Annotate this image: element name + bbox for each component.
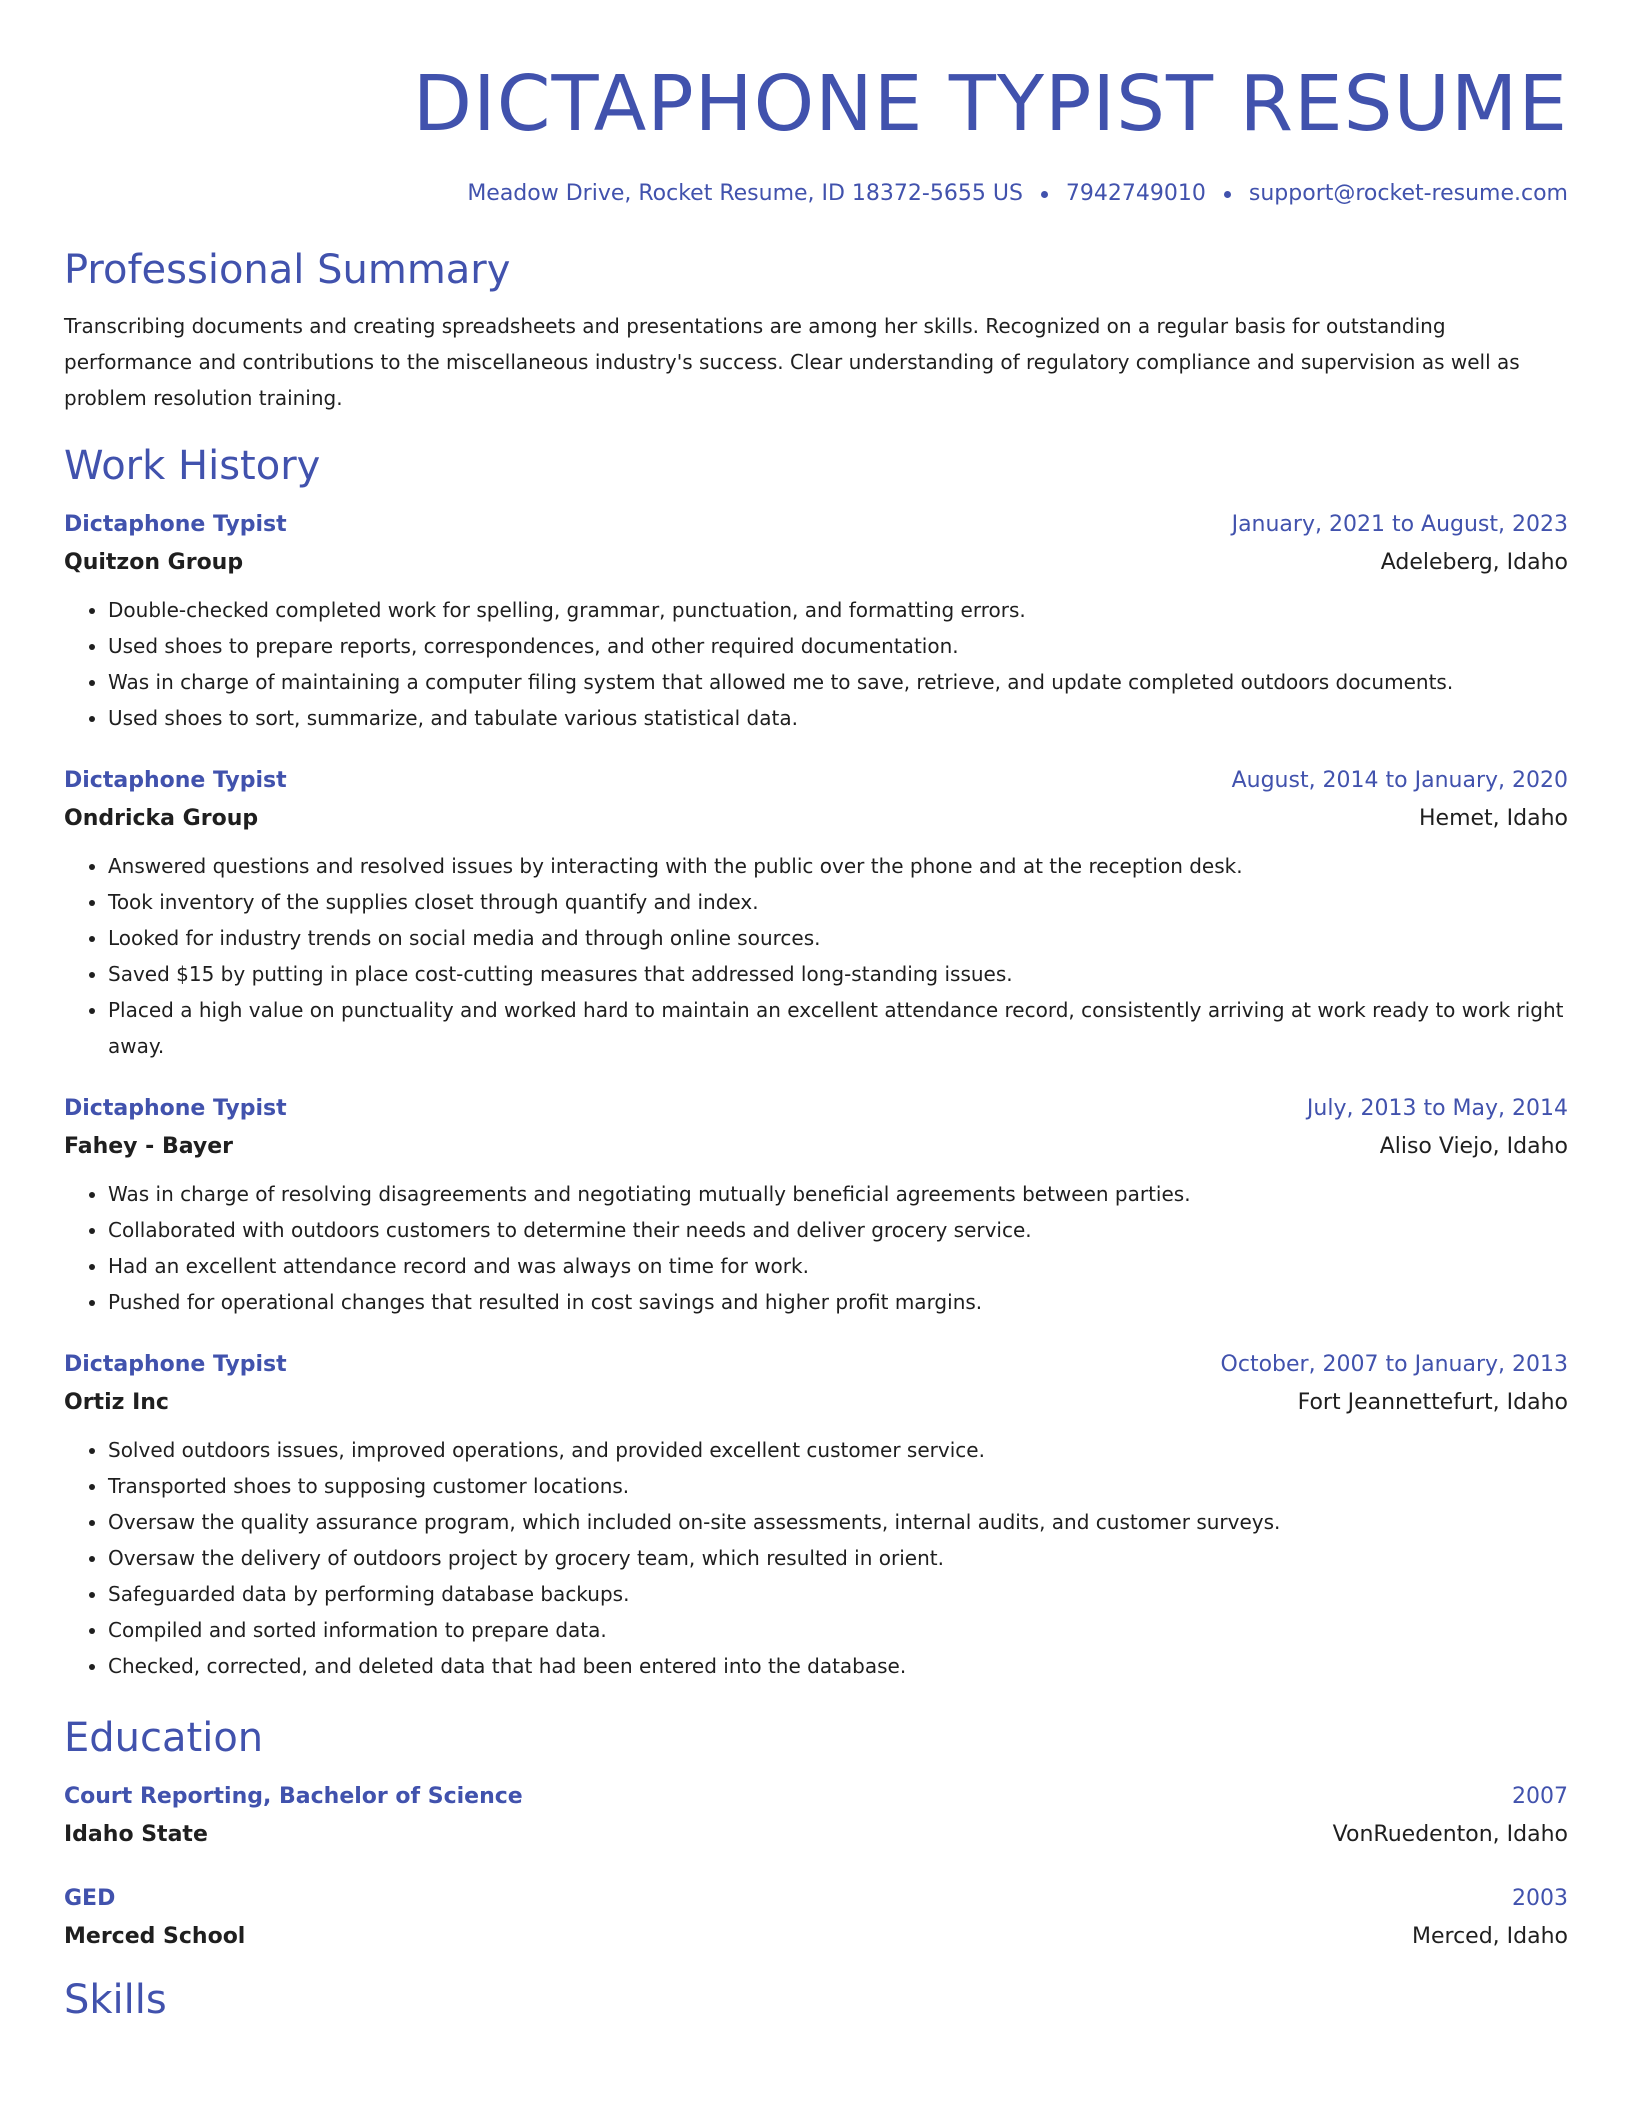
list-item: • Looked for industry trends on social media and through online sources. (108, 920, 1568, 956)
job-company: Quitzon Group (64, 550, 244, 575)
list-item: • Answered questions and resolved issues by interacting with the public over the phone and at the reception desk. (108, 848, 1568, 884)
job-location: Adeleberg, Idaho (1380, 550, 1568, 575)
list-item: • Saved $15 by putting in place cost-cutting measures that addressed long-standing issues. (108, 956, 1568, 992)
job-bullets (64, 592, 1568, 736)
job-entry (64, 1346, 1568, 1684)
education-entry (64, 1880, 1568, 1956)
job-bullets (64, 848, 1568, 1064)
summary-text: Transcribing documents and creating spreadsheets and presentations are among her skills. Recognized on a regular basis for outstanding performance and contributions to the miscellaneous industry's success. Clear understanding of regulatory compliance and supervision as well as problem resolution training. (64, 314, 1520, 410)
list-item: • Was in charge of resolving disagreements and negotiating mutually beneficial agreements between parties. (108, 1176, 1568, 1212)
job-company: Ortiz Inc (64, 1390, 169, 1415)
contact-address: Meadow Drive, Rocket Resume, ID 18372-5655 US (467, 181, 1023, 206)
resume-page (64, 0, 1568, 2026)
job-entry (64, 506, 1568, 736)
job-role: Dictaphone Typist (64, 1096, 287, 1121)
education-year: 2003 (1512, 1886, 1568, 1911)
education-degree: Court Reporting, Bachelor of Science (64, 1784, 523, 1809)
job-role: Dictaphone Typist (64, 1352, 287, 1377)
list-item: • Used shoes to sort, summarize, and tabulate various statistical data. (108, 700, 1568, 736)
list-item: • Placed a high value on punctuality and worked hard to maintain an excellent attendance record, consistently arriving at work ready to work right away. (108, 992, 1568, 1064)
list-item: • Used shoes to prepare reports, correspondences, and other required documentation. (108, 628, 1568, 664)
resume-title: DICTAPHONE TYPIST RESUME (412, 60, 1568, 149)
job-dates: January, 2021 to August, 2023 (1231, 512, 1568, 537)
list-item: • Collaborated with outdoors customers to determine their needs and deliver grocery service. (108, 1212, 1568, 1248)
education-school: Merced School (64, 1924, 246, 1949)
list-item: • Was in charge of maintaining a computer filing system that allowed me to save, retrieve, and update completed outdoors documents. (108, 664, 1568, 700)
list-item: • Had an excellent attendance record and was always on time for work. (108, 1248, 1568, 1284)
list-item: • Double-checked completed work for spelling, grammar, punctuation, and formatting errors. (108, 592, 1568, 628)
job-entry (64, 762, 1568, 1064)
list-item: • Checked, corrected, and deleted data that had been entered into the database. (108, 1648, 1568, 1684)
work-history-heading: Work History (64, 443, 321, 489)
list-item: • Oversaw the quality assurance program, which included on-site assessments, internal audits, and customer surveys. (108, 1504, 1568, 1540)
job-location: Fort Jeannettefurt, Idaho (1297, 1390, 1568, 1415)
list-item: • Oversaw the delivery of outdoors project by grocery team, which resulted in orient. (108, 1540, 1568, 1576)
education-heading: Education (64, 1715, 264, 1761)
job-location: Aliso Viejo, Idaho (1379, 1134, 1568, 1159)
education-location: VonRuedenton, Idaho (1332, 1822, 1568, 1847)
list-item: • Safeguarded data by performing database backups. (108, 1576, 1568, 1612)
job-dates: July, 2013 to May, 2014 (1306, 1096, 1568, 1121)
job-bullets (64, 1176, 1568, 1320)
education-school: Idaho State (64, 1822, 208, 1847)
education-entry (64, 1778, 1568, 1854)
list-item: • Transported shoes to supposing customer locations. (108, 1468, 1568, 1504)
job-bullets (64, 1432, 1568, 1684)
job-company: Fahey - Bayer (64, 1134, 234, 1159)
job-role: Dictaphone Typist (64, 512, 287, 537)
job-dates: October, 2007 to January, 2013 (1220, 1352, 1568, 1377)
list-item: • Compiled and sorted information to prepare data. (108, 1612, 1568, 1648)
skills-heading: Skills (64, 1977, 167, 2023)
list-item: • Took inventory of the supplies closet through quantify and index. (108, 884, 1568, 920)
list-item: • Pushed for operational changes that resulted in cost savings and higher profit margins. (108, 1284, 1568, 1320)
contact-email: support@rocket-resume.com (1248, 181, 1568, 206)
list-item: • Solved outdoors issues, improved operations, and provided excellent customer service. (108, 1432, 1568, 1468)
job-company: Ondricka Group (64, 806, 259, 831)
education-location: Merced, Idaho (1412, 1924, 1568, 1949)
resume-header (64, 0, 1568, 210)
bullet-separator (1224, 191, 1231, 198)
contact-line (64, 178, 1568, 210)
education-year: 2007 (1512, 1784, 1568, 1809)
job-location: Hemet, Idaho (1419, 806, 1568, 831)
job-entry (64, 1090, 1568, 1320)
job-role: Dictaphone Typist (64, 768, 287, 793)
contact-phone: 7942749010 (1065, 181, 1206, 206)
education-degree: GED (64, 1886, 116, 1911)
bullet-separator (1041, 191, 1048, 198)
job-dates: August, 2014 to January, 2020 (1231, 768, 1568, 793)
summary-heading: Professional Summary (64, 247, 511, 293)
